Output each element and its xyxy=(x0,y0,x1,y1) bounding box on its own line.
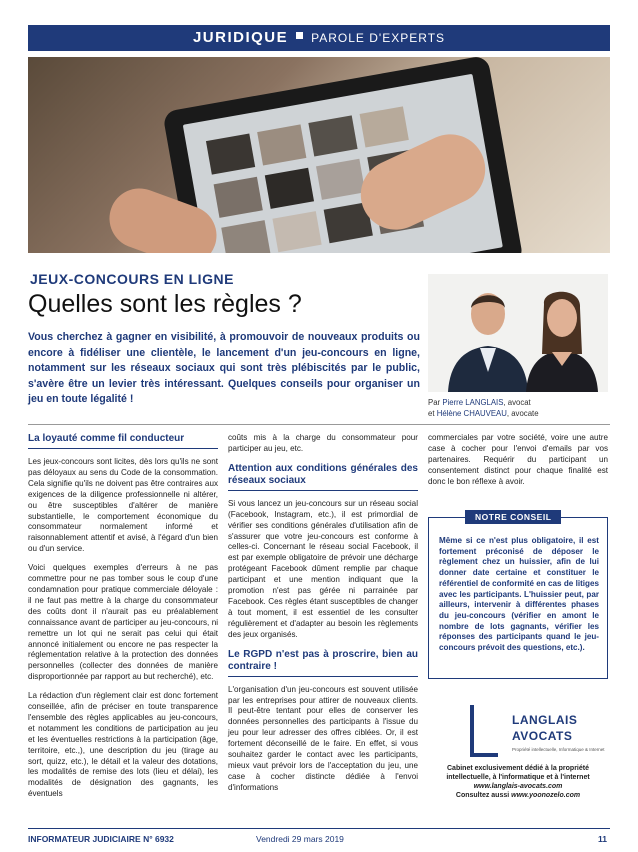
cabinet-text: Cabinet exclusivement dédié à la propriété intellectuelle, à l'informatique et à l'internet xyxy=(446,765,590,781)
author-name-1: Pierre LANGLAIS xyxy=(442,398,504,407)
footer-date: Vendredi 29 mars 2019 xyxy=(256,834,344,844)
authors-photo xyxy=(428,274,608,392)
section-title: JURIDIQUE xyxy=(192,29,289,46)
footer-divider xyxy=(28,828,610,829)
subheading-rgpd: Le RGPD n'est pas à proscrire, bien au contraire ! xyxy=(228,649,418,677)
article-lead: Vous cherchez à gagner en visibilité, à promouvoir de nouveaux produits ou encore à fidéliser une clientèle, le lancement d'un jeu-concours en ligne, notamment sur les réseaux sociaux qui sont très plébiscités par le public, s'avère être un levier très intéressant. Quelques conseils pour organiser un jeu en toute légalité ! xyxy=(28,331,420,406)
secondary-url[interactable]: www.yoonozelo.com xyxy=(511,792,581,799)
advice-text: Même si ce n'est plus obligatoire, il est fortement préconisé de déposer le règlement chez un huissier, afin de lui donner date certaine et constituer le référentiel de conformité en cas de litiges avec les participants. L'huissier peut, par ailleurs, intervenir à différentes phases du jeu-concours (vérifier en amont le nombre de lots gagnants, vérifier les réponses des participants quand le jeu-concours prévoit des questions, etc.). xyxy=(439,536,599,653)
cabinet-info xyxy=(428,764,608,800)
credit-and: et xyxy=(428,408,435,418)
logo-tagline: Propriété intellectuelle, Informatique & Internet xyxy=(512,747,605,752)
square-bullet-icon xyxy=(296,32,303,39)
paragraph: coûts mis à la charge du consommateur pour participer au jeu, etc. xyxy=(228,433,418,453)
paragraph: Voici quelques exemples d'erreurs à ne pas commettre pour ne pas tomber sous le coup d'une condamnation pour pratique commerciale déloyale : il ne faut pas mettre à la charge du consommateur des coûts dont il n'aurait pas eu préalablement connaissance avant de participer au jeu-concours, ni remettre un lot qui ne serait pas celui qui était annoncé initialement ou encore ne pas respecter la réglementation relative à la protection des données personnelles (collecter des données de manière disproportionnée par rapport au but recherché), etc. xyxy=(28,563,218,682)
paragraph: Les jeux-concours sont licites, dès lors qu'ils ne sont pas déloyaux au sens du Code de la consommation. Cela signifie qu'ils ne doivent pas être contraires aux exigences de la diligence professionnelle ni altérer, ou être susceptibles d'altérer de manière substantielle, le comportement économique du consommateur normalement informé et raisonnablement attentif et avisé, à l'égard d'un bien ou d'un service. xyxy=(28,457,218,554)
credit-by: Par xyxy=(428,398,441,407)
divider xyxy=(28,424,610,425)
logo-line-2: AVOCATS xyxy=(512,729,573,743)
consult-text: Consultez aussi xyxy=(455,792,510,799)
cabinet-url[interactable]: www.langlais-avocats.com xyxy=(473,783,563,790)
logo-line-1: LANGLAIS xyxy=(512,713,578,727)
paragraph: La rédaction d'un règlement clair est donc fortement conseillée, afin de préciser en toute transparence l'ensemble des règles applicables au jeu-concours, et notamment les conditions de participation au jeu et les éventuelles restrictions à la participation (âge, territoire, etc.,), une description du jeu (tirage au sort, quizz, etc.), le détail et la valeur des dotations, les modalités de remise des lots (lieu et délai), les modalités de désignation des gagnants, les éventuels xyxy=(28,691,218,799)
section-subtitle: PAROLE D'EXPERTS xyxy=(311,31,446,45)
paragraph: commerciales par votre société, voire une autre case à cocher pour l'envoi d'emails par vos partenaires. Requérir du participant un consentement distinct pour chaque finalité est donc le bon réflexe à avoir. xyxy=(428,433,608,486)
author-role-1: , avocat xyxy=(503,398,531,407)
author-credit xyxy=(428,398,539,419)
article-kicker: JEUX-CONCOURS EN LIGNE xyxy=(30,271,234,287)
column-2 xyxy=(228,433,418,802)
page-number: 11 xyxy=(598,834,607,844)
subheading-loyaute: La loyauté comme fil conducteur xyxy=(28,433,218,449)
langlais-logo xyxy=(470,705,605,760)
author-name-2: Hélène CHAUVEAU xyxy=(436,408,507,418)
article-title: Quelles sont les règles ? xyxy=(28,290,302,318)
column-3 xyxy=(428,433,608,496)
logo-mark xyxy=(470,705,498,757)
hero-photo xyxy=(28,57,610,253)
authors-portrait xyxy=(428,274,608,392)
advice-box xyxy=(428,512,608,679)
section-header xyxy=(28,25,610,51)
author-role-2: , avocate xyxy=(506,408,539,418)
paragraph: Si vous lancez un jeu-concours sur un réseau social (Facebook, Instagram, etc.), il est primordial de vérifier ses conditions générales d'utilisation afin de s'assurer que votre jeu-concours est conforme à celles-ci. Concernant le réseau social Facebook, il est par exemple obligatoire de prévoir une décharge protégeant Facebook dûment remplie par chaque participant et une mention indiquant que la promotion n'est pas gérée ni parrainée par Facebook. Ces règles étant susceptibles de changer à tout moment, il est essentiel de les consulter régulièrement et d'adapter au besoin les règlements des jeux organisés. xyxy=(228,498,418,639)
column-1 xyxy=(28,433,218,808)
footer-publication: INFORMATEUR JUDICIAIRE N° 6932 xyxy=(28,834,174,844)
subheading-conditions: Attention aux conditions générales des réseaux sociaux xyxy=(228,463,418,491)
advice-label: NOTRE CONSEIL xyxy=(465,510,561,524)
paragraph: L'organisation d'un jeu-concours est souvent utilisée par les entreprises pour attirer de nouveaux clients. Il peut-être tentant pour elles de conserver les données personnelles des participants à l'issue du jeu pour leur adresser des offres ciblées. Or, il est fortement déconseillé de le faire. En effet, si vous souhaitez garder le contact avec les participants, mieux vaut prévoir lors de l'acceptation du jeu, une case à cocher distincte dédiée à l'envoi d'informations xyxy=(228,684,418,792)
